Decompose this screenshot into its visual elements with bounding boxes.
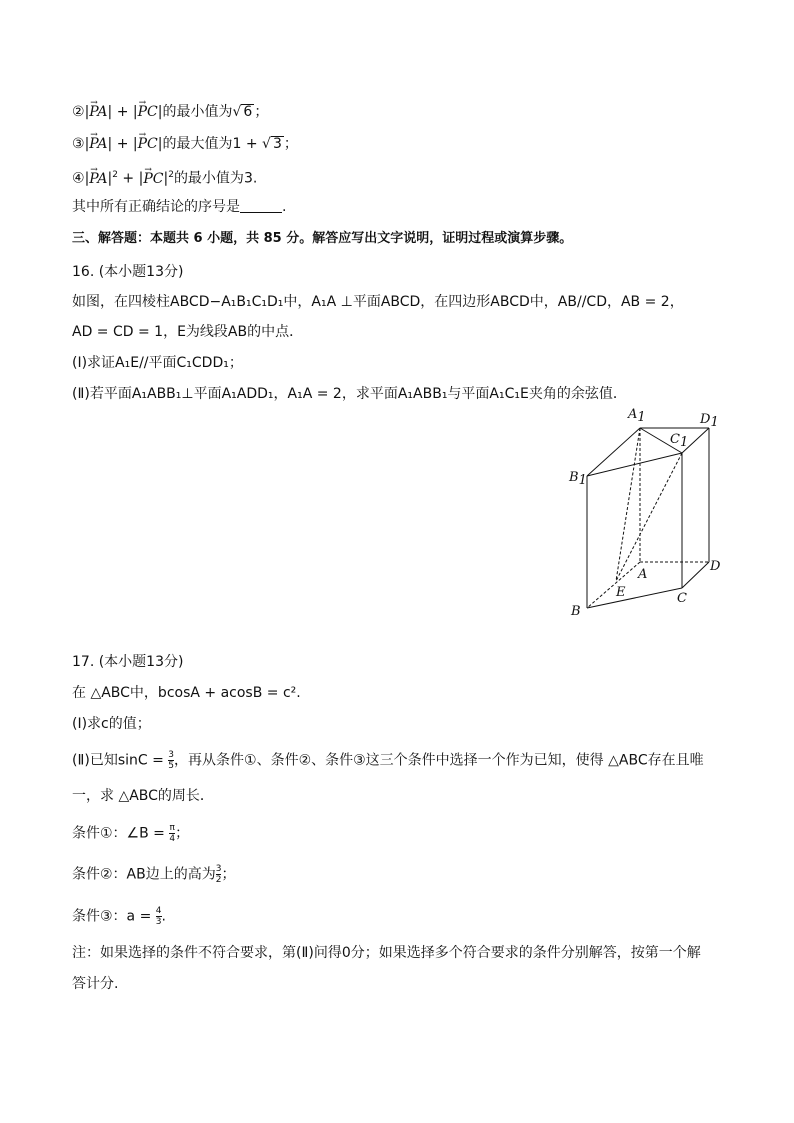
item-4-value: 3: [243, 170, 253, 187]
vector-pa: → PA: [89, 102, 107, 122]
vector-pa: → PA: [89, 134, 107, 154]
part-2-suffix: ，再从条件①、条件②、条件③这三个条件中选择一个作为已知，使得 △ABC存在且唯: [174, 752, 704, 769]
label-c: C: [677, 591, 687, 606]
plus: + |: [112, 104, 138, 120]
q16-line-1: 如图，在四棱柱ABCD−A₁B₁C₁D₁中，A₁A ⊥平面ABCD，在四边形ABCD中，AB//CD，AB = 2，: [72, 294, 684, 310]
condition-2-end: ；: [221, 866, 236, 883]
item-2-end: ；: [254, 104, 269, 120]
vector-pa: → PA: [89, 169, 107, 189]
item-4-text: 的最小值为: [173, 170, 244, 187]
answer-blank: [240, 212, 282, 213]
item-2: ②|→ PA| + |→ PC|的最小值为√ 6 ；: [72, 102, 268, 122]
condition-3: [72, 906, 166, 927]
sqrt-sign: √: [262, 136, 271, 152]
conclusion-line: [72, 197, 286, 217]
condition-1-end: ；: [175, 825, 190, 842]
plus: + |: [112, 136, 138, 152]
part-2-prefix: (Ⅱ)已知sinC =: [72, 752, 164, 769]
label-a1: A1: [628, 407, 646, 425]
sqrt-value: 6: [243, 104, 253, 120]
fraction-pi-4: $\frac{\pi}{4}$: [169, 823, 176, 844]
condition-2: [72, 864, 235, 885]
edge-b1a1: [587, 428, 640, 476]
q17-line-1: 在 △ABC中，bcosA + acosB = c².: [72, 685, 301, 701]
edge-cb: [587, 588, 682, 608]
label-b: B: [571, 604, 581, 619]
conclusion-text: 其中所有正确结论的序号是: [72, 199, 240, 215]
vector-pc: → PC: [138, 134, 158, 154]
label-a: A: [638, 567, 648, 582]
q16-title: 16. (本小题13分): [72, 264, 184, 280]
item-4-number: ④: [72, 170, 85, 187]
edge-ab-hidden: [587, 562, 640, 608]
fraction-3-5: $\frac{3}{5}$: [168, 750, 175, 771]
label-c1: C1: [670, 432, 689, 450]
vector-pc: → PC: [138, 102, 158, 122]
label-d: D: [710, 559, 721, 574]
q16-part-2: (Ⅱ)若平面A₁ABB₁⊥平面A₁ADD₁，A₁A = 2，求平面A₁ABB₁与平面A₁C₁E夹角的余弦值．: [72, 386, 627, 402]
condition-1-text: 条件①：∠B =: [72, 825, 165, 842]
note-line-1: 注：如果选择的条件不符合要求，第(Ⅱ)问得0分；如果选择多个符合要求的条件分别解答，按第一个解: [72, 945, 701, 961]
sqrt-sign: √: [232, 104, 242, 120]
plus: + |: [117, 170, 144, 187]
condition-2-text: 条件②：AB边上的高为: [72, 866, 216, 883]
condition-3-end: .: [161, 908, 166, 925]
item-4: ④|→ $PA|^2$ + |→ $PC|^2$的最小值为3.: [72, 165, 257, 189]
sqrt-value: 3: [272, 136, 282, 152]
q17-part-1: (Ⅰ)求c的值；: [72, 716, 151, 732]
q16-part-1: (Ⅰ)求证A₁E//平面C₁CDD₁；: [72, 355, 243, 371]
item-4-end: .: [252, 170, 258, 187]
label-b1: B1: [569, 470, 587, 488]
q17-title: 17. (本小题13分): [72, 654, 184, 670]
condition-3-text: 条件③：a =: [72, 908, 152, 925]
item-3-number: ③: [72, 136, 85, 152]
vector-pc: → PC: [143, 169, 163, 189]
conclusion-end: .: [282, 199, 287, 215]
q17-part-2-cont: 一，求 △ABC的周长．: [72, 788, 214, 804]
item-3-end: ；: [283, 136, 298, 152]
condition-1: [72, 823, 189, 844]
q16-line-2: AD = CD = 1，E为线段AB的中点．: [72, 324, 304, 340]
q17-part-2: [72, 750, 704, 771]
item-2-number: ②: [72, 104, 85, 120]
fraction-4-3: $\frac{4}{3}$: [155, 906, 162, 927]
prism-figure: [562, 400, 732, 622]
label-e: E: [616, 585, 626, 600]
section-heading: 三、解答题：本题共 6 小题，共 85 分。解答应写出文字说明，证明过程或演算步骤。: [72, 231, 573, 246]
item-3: ③|→ PA| + |→ PC|的最大值为1 + √ 3 ；: [72, 134, 298, 154]
edge-dc: [682, 562, 709, 588]
edge-a1e-hidden: [616, 428, 640, 581]
fraction-3-2: $\frac{3}{2}$: [215, 864, 222, 885]
label-d1: D1: [700, 412, 719, 430]
note-line-2: 答计分.: [72, 976, 119, 992]
item-3-value: 1 +: [232, 136, 263, 152]
item-3-text: 的最大值为: [162, 136, 233, 152]
item-2-text: 的最小值为: [162, 104, 233, 120]
